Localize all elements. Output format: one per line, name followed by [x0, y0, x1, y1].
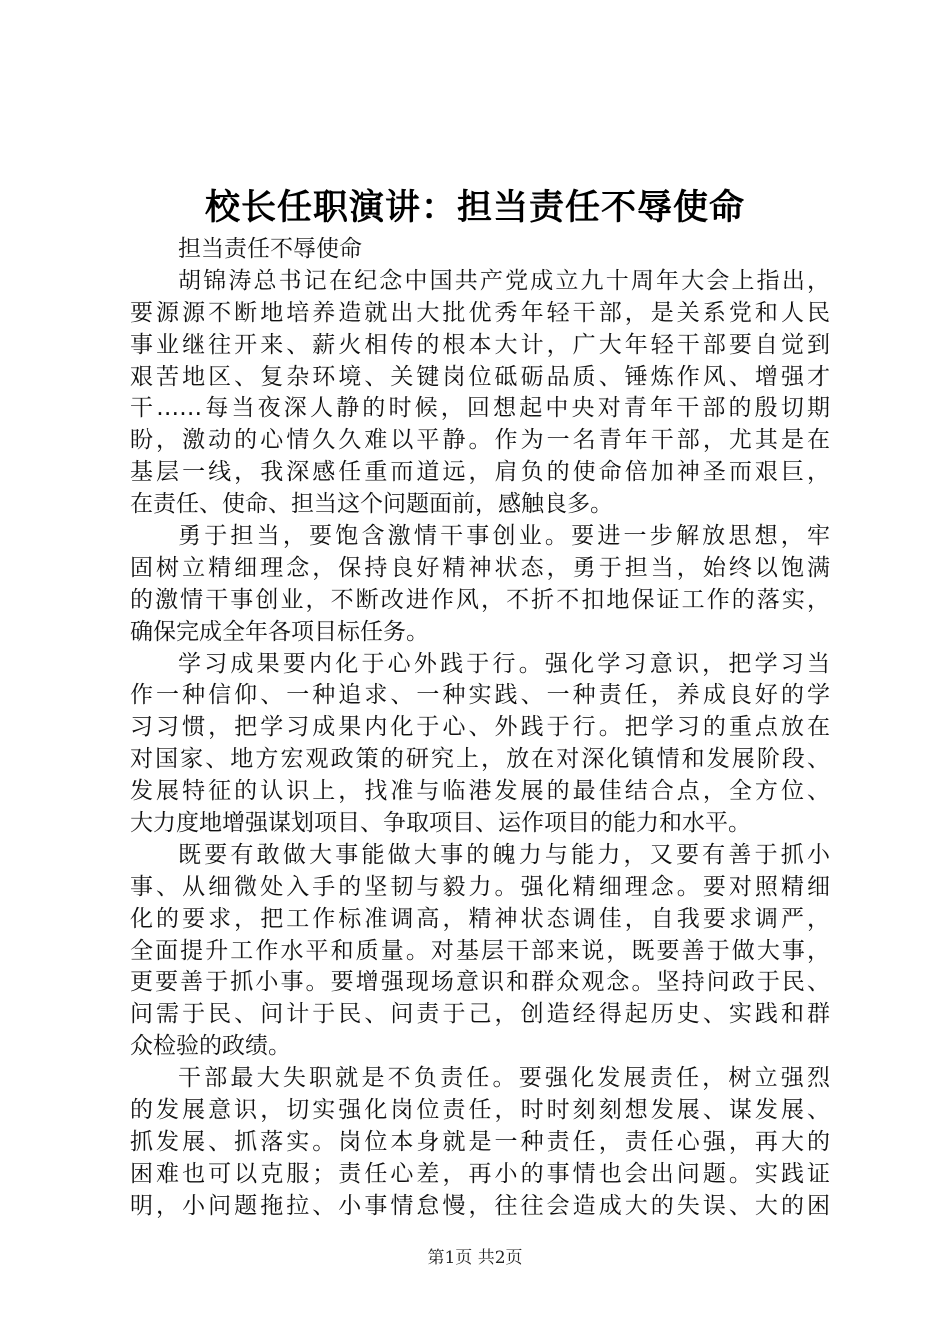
text-line: 作一种信仰、一种追求、一种实践、一种责任，养成良好的学	[130, 682, 830, 709]
text-line: 更要善于抓小事。要增强现场意识和群众观念。坚持问政于民、	[130, 969, 830, 996]
document-title: 校长任职演讲：担当责任不辱使命	[204, 187, 745, 228]
text-line: 明，小问题拖拉、小事情怠慢，往往会造成大的失误、大的困	[130, 1192, 830, 1219]
document-body	[130, 234, 830, 1223]
page-number: 第1页 共2页	[427, 1248, 523, 1268]
text-line: 干……每当夜深人静的时候，回想起中央对青年干部的殷切期	[130, 395, 830, 422]
text-line: 艰苦地区、复杂环境、关键岗位砥砺品质、锤炼作风、增强才	[130, 363, 830, 390]
text-line: 大力度地增强谋划项目、争取项目、运作项目的能力和水平。	[130, 810, 751, 837]
text-line: 担当责任不辱使命	[178, 236, 362, 262]
text-line: 干部最大失职就是不负责任。要强化发展责任，树立强烈	[178, 1065, 830, 1092]
text-line: 要源源不断地培养造就出大批优秀年轻干部，是关系党和人民	[130, 299, 830, 326]
text-line: 在责任、使命、担当这个问题面前，感触良多。	[130, 491, 613, 518]
text-line: 全面提升工作水平和质量。对基层干部来说，既要善于做大事，	[130, 937, 830, 964]
text-line: 抓发展、抓落实。岗位本身就是一种责任，责任心强，再大的	[130, 1128, 830, 1155]
text-line: 确保完成全年各项目标任务。	[130, 618, 429, 645]
text-line: 勇于担当，要饱含激情干事创业。要进一步解放思想，牢	[178, 523, 830, 550]
text-line: 胡锦涛总书记在纪念中国共产党成立九十周年大会上指出，	[178, 267, 830, 294]
text-line: 事、从细微处入手的坚韧与毅力。强化精细理念。要对照精细	[130, 873, 830, 900]
text-line: 既要有敢做大事能做大事的魄力与能力，又要有善于抓小	[178, 841, 830, 868]
text-line: 盼，激动的心情久久难以平静。作为一名青年干部，尤其是在	[130, 427, 830, 454]
text-line: 习习惯，把学习成果内化于心、外践于行。把学习的重点放在	[130, 714, 830, 741]
text-line: 的发展意识，切实强化岗位责任，时时刻刻想发展、谋发展、	[130, 1097, 830, 1124]
text-line: 事业继往开来、薪火相传的根本大计，广大年轻干部要自觉到	[130, 331, 830, 358]
text-line: 问需于民、问计于民、问责于己，创造经得起历史、实践和群	[130, 1001, 830, 1028]
text-line: 化的要求，把工作标准调高，精神状态调佳，自我要求调严，	[130, 905, 830, 932]
text-line: 的激情干事创业，不断改进作风，不折不扣地保证工作的落实，	[130, 586, 830, 613]
text-line: 困难也可以克服；责任心差，再小的事情也会出问题。实践证	[130, 1160, 830, 1187]
text-line: 发展特征的认识上，找准与临港发展的最佳结合点，全方位、	[130, 778, 830, 805]
text-line: 学习成果要内化于心外践于行。强化学习意识，把学习当	[178, 650, 830, 677]
text-line: 众检验的政绩。	[130, 1033, 291, 1060]
text-line: 固树立精细理念，保持良好精神状态，勇于担当，始终以饱满	[130, 554, 830, 581]
text-line: 对国家、地方宏观政策的研究上，放在对深化镇情和发展阶段、	[130, 746, 830, 773]
text-line: 基层一线，我深感任重而道远，肩负的使命倍加神圣而艰巨，	[130, 459, 830, 486]
